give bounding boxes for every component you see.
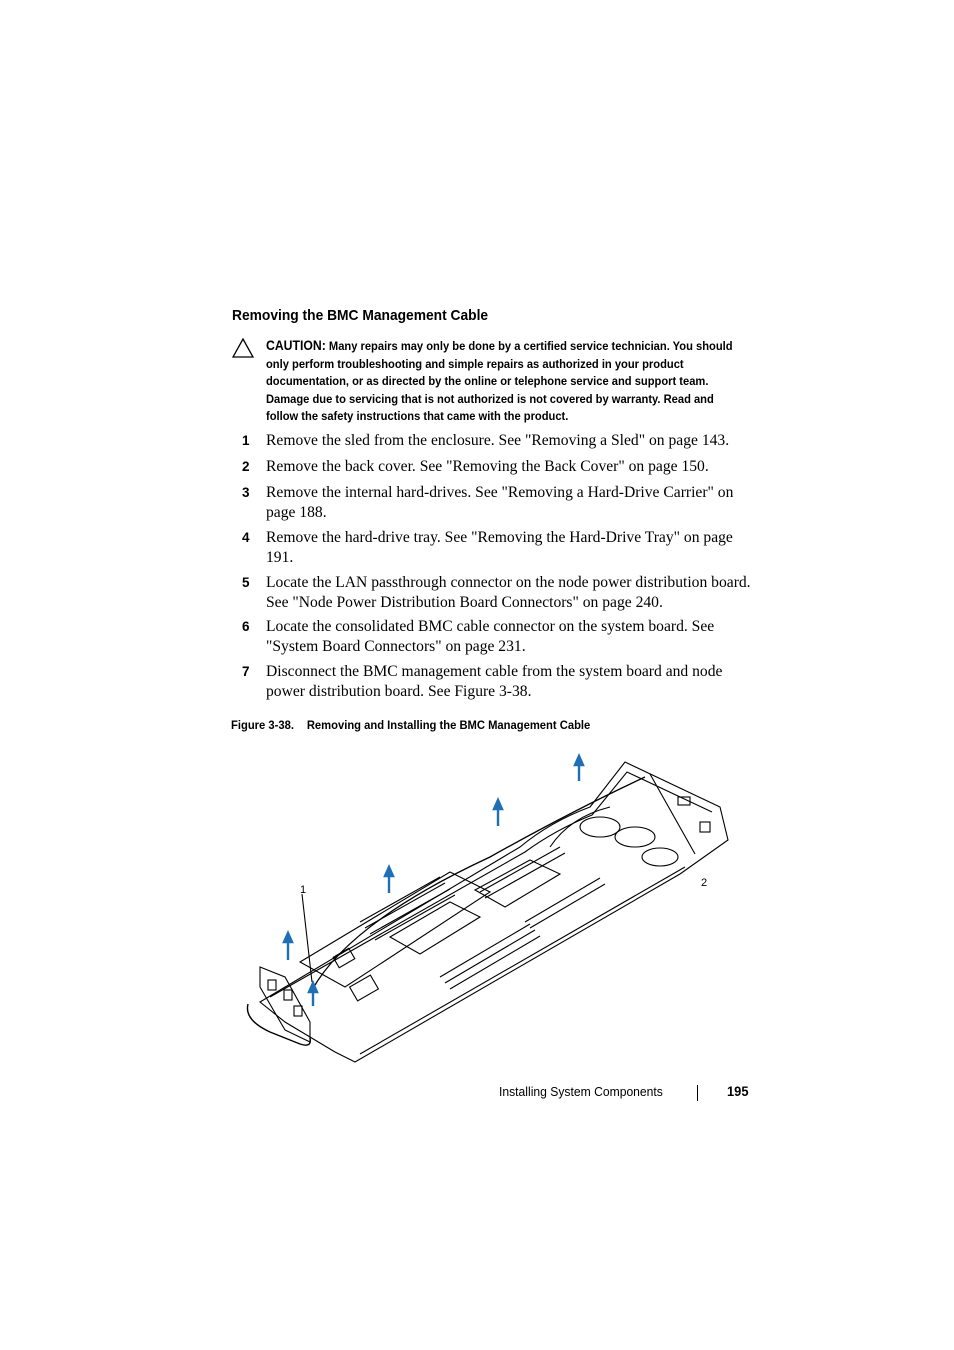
- figure-title: Removing and Installing the BMC Management Cable: [306, 718, 591, 732]
- section-heading: Removing the BMC Management Cable: [232, 307, 489, 324]
- step-text: Locate the consolidated BMC cable connector on the system board. See "System Board Connectors" on page 231.: [266, 618, 715, 655]
- callout-2: 2: [701, 877, 708, 889]
- footer-divider: [697, 1085, 698, 1101]
- page-number: 195: [727, 1083, 749, 1099]
- step-number: 5: [242, 575, 250, 590]
- sled-illustration: [240, 752, 740, 1067]
- step-text: Remove the sled from the enclosure. See "Removing a Sled" on page 143.: [266, 432, 730, 449]
- caution-text: Many repairs may only be done by a certified service technician. You should only perform troubleshooting and simple repairs as authorized in your product documentation, or as directed by the online or telephone service and support team. Damage due to servicing that is not authorized is not covered by warranty. Read and follow the safety instructions that came with the product.: [266, 339, 733, 424]
- step-text: Locate the LAN passthrough connector on the node power distribution board. See "Node Power Distribution Board Connectors" on page 240.: [266, 574, 751, 611]
- step-number: 4: [242, 530, 250, 545]
- callout-1: 1: [300, 884, 307, 896]
- step-text: Remove the internal hard-drives. See "Removing a Hard-Drive Carrier" on page 188.: [266, 484, 734, 521]
- step-number: 3: [242, 485, 250, 500]
- step-number: 6: [242, 619, 250, 634]
- caution-note: [266, 337, 734, 426]
- step-number: 2: [242, 459, 250, 474]
- step-number: 1: [242, 433, 250, 448]
- step-text: Remove the hard-drive tray. See "Removing the Hard-Drive Tray" on page 191.: [266, 529, 733, 566]
- figure-number: Figure 3-38.: [231, 718, 294, 732]
- step-text: Disconnect the BMC management cable from the system board and node power distribution board. See Figure 3-38.: [266, 663, 723, 700]
- step-number: 7: [242, 664, 250, 679]
- caution-triangle-icon: [232, 338, 254, 358]
- figure-caption: [231, 718, 590, 732]
- step-text: Remove the back cover. See "Removing the Back Cover" on page 150.: [266, 458, 709, 475]
- footer-title: Installing System Components: [499, 1084, 663, 1099]
- caution-label: CAUTION:: [266, 338, 326, 353]
